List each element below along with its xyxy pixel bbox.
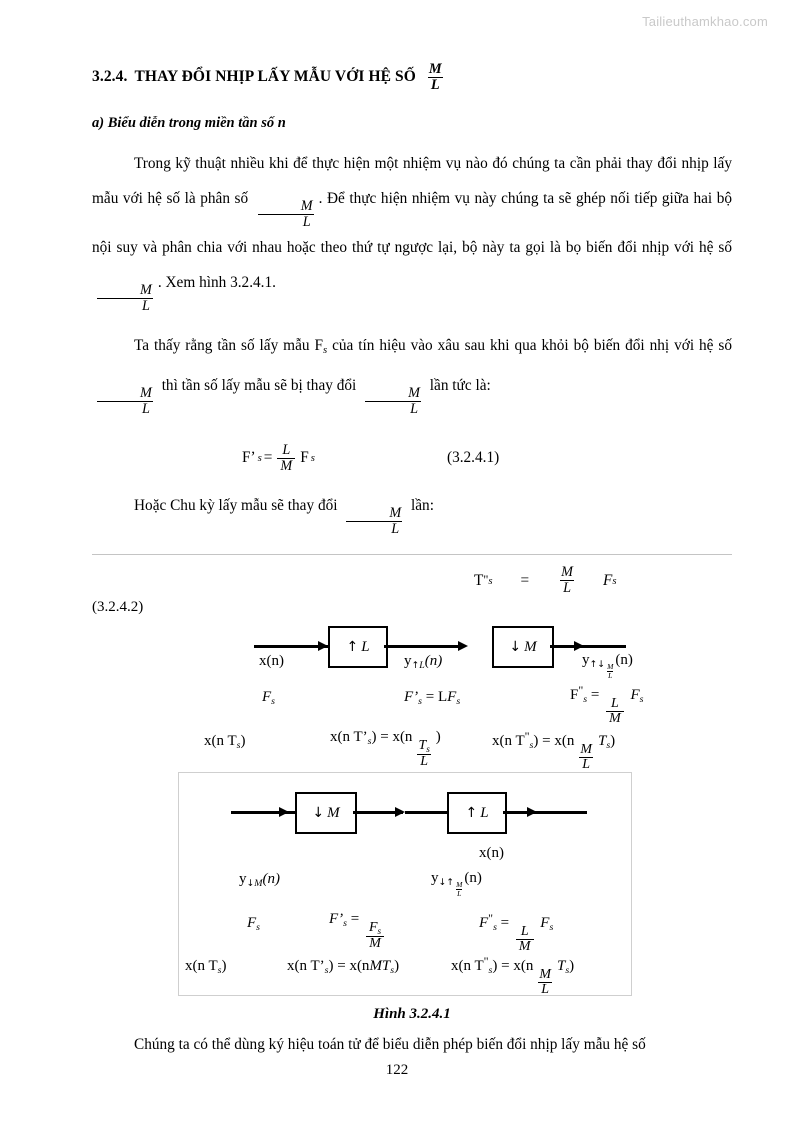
freq-equals: =	[590, 687, 600, 704]
label-sub-ops: ↓↑	[438, 877, 455, 889]
freq-prime: "	[488, 911, 494, 926]
equation-1-lhs-subscript: s	[257, 452, 262, 465]
paragraph-2	[92, 328, 732, 417]
fraction-denominator: L	[608, 670, 613, 680]
freq-lhs: F’	[404, 689, 419, 706]
freq-prime: "	[578, 683, 584, 698]
fraction-denominator: M	[366, 936, 384, 952]
equation-2-prime: "	[483, 573, 489, 588]
subsection-heading: a) Biểu diễn trong miền tần số n	[92, 114, 286, 131]
time-end: )	[240, 733, 246, 750]
time-prime: "	[483, 954, 489, 969]
watermark: Tailieuthamkhao.com	[642, 14, 768, 29]
fraction-numerator: M	[580, 741, 592, 757]
time-mid: ) = x(n	[492, 958, 534, 975]
section-title: THAY ĐỔI NHỊP LẤY MẪU VỚI HỆ SỐ	[134, 68, 416, 86]
time-subscript: s	[217, 965, 222, 977]
time-subscript: s	[529, 740, 534, 752]
equation-2-fraction	[558, 565, 576, 596]
time-prime: "	[524, 729, 530, 744]
diagram1-freq-1	[262, 689, 275, 707]
fraction-denominator: L	[457, 888, 462, 898]
equation-1-fraction	[277, 443, 295, 474]
time-factor: MT	[369, 958, 391, 975]
fraction-denominator: L	[97, 401, 153, 417]
freq-symbol: F	[247, 915, 257, 932]
page-content	[92, 62, 732, 1062]
time-factor-subscript: s	[390, 965, 395, 977]
paragraph-1	[92, 146, 732, 314]
freq-rhs: F	[540, 915, 550, 932]
time-subscript: s	[367, 736, 372, 748]
equation-2	[474, 565, 617, 596]
diagram2-time-2	[287, 958, 399, 976]
freq-subscript: s	[271, 696, 276, 708]
label-base: y	[431, 870, 439, 887]
freq-lhs-subscript: s	[493, 922, 497, 934]
freq-fraction	[366, 921, 384, 952]
fraction-numerator: M	[408, 385, 420, 402]
flow-line-out2	[537, 811, 587, 813]
freq-rhs-subscript: s	[549, 922, 554, 934]
fraction-numerator: M	[140, 385, 152, 402]
block-decimator-down-M	[295, 792, 357, 834]
diagram1-time-1	[204, 733, 245, 751]
block-factor-M: M	[327, 804, 340, 821]
time-end: )	[569, 958, 575, 975]
inline-fraction-ml-3	[95, 386, 155, 417]
freq-lhs-subscript: s	[583, 694, 588, 706]
fraction-numerator: M	[389, 504, 402, 521]
diagram2-input-label: x(n)	[479, 845, 504, 862]
diagram1-input-label: x(n)	[259, 653, 284, 670]
freq-fraction	[606, 697, 624, 727]
section-number: 3.2.4.	[92, 68, 128, 86]
diagram2-mid-label	[239, 871, 280, 889]
fraction-num-subscript: s	[377, 925, 382, 936]
fraction-denominator: M	[606, 711, 624, 727]
fraction-numerator: L	[282, 441, 291, 458]
fraction-numerator: M	[561, 564, 574, 581]
time-tail-subscript: s	[606, 740, 611, 752]
paragraph-1-text-c: . Xem hình 3.2.4.1.	[157, 273, 276, 291]
paragraph-2-text-a: Ta thấy rằng tần số lấy mẫu F	[134, 336, 323, 354]
fraction-denominator: L	[538, 982, 552, 998]
fraction-denominator: L	[428, 77, 443, 93]
fraction-denominator: L	[579, 757, 593, 773]
diagram2-output-label	[431, 870, 482, 897]
time-end: )	[610, 733, 616, 750]
fraction-numerator: L	[610, 695, 619, 711]
arrowhead-out	[527, 807, 537, 817]
fraction-num-subscript: s	[426, 743, 430, 754]
freq-lhs-subscript: s	[343, 918, 348, 930]
inline-fraction-ml-2	[95, 283, 155, 314]
freq-rhs-subscript: s	[639, 694, 644, 706]
label-arg: (n)	[424, 653, 443, 670]
fraction-numerator: M	[607, 662, 614, 672]
block-factor-L: L	[361, 638, 370, 655]
equation-1-rhs-subscript: s	[310, 452, 315, 465]
equation-2-rhs-subscript: s	[612, 574, 617, 587]
equation-1-rhs: F	[300, 449, 309, 467]
fraction-denominator: L	[346, 521, 402, 537]
label-sub-factor: M	[254, 878, 263, 890]
arrow-down-icon: ↓	[312, 805, 325, 822]
fraction-denominator: M	[516, 939, 534, 955]
paragraph-1-text-b: . Để thực hiện nhiệm vụ này chúng ta sẽ ghép nối tiếp giữa hai bộ nội suy và phân chia với nhau hoặc theo thứ tự ngược lại, bộ này ta gọi là bọ biến đổi nhịp với hệ số	[92, 189, 733, 256]
fraction-denominator: L	[365, 401, 421, 417]
freq-lhs: F	[479, 915, 489, 932]
time-tail: T	[556, 958, 566, 975]
arrowhead-mid	[458, 641, 468, 651]
figure-diagram-1	[92, 621, 732, 773]
diagram2-time-1	[185, 958, 226, 976]
diagram2-freq-3	[479, 911, 553, 954]
label-sub-fraction	[455, 881, 463, 897]
flow-line-mid2	[405, 811, 453, 813]
fraction-num-symbol: T	[418, 737, 427, 753]
time-subscript: s	[236, 740, 241, 752]
equation-2-lhs: T	[474, 571, 484, 589]
time-text: x(n T	[451, 958, 484, 975]
time-fraction	[415, 739, 432, 770]
fraction-numerator: L	[520, 923, 529, 939]
label-base: y	[582, 652, 590, 669]
label-sub-op: ↓	[246, 878, 255, 890]
fraction-denominator: M	[277, 458, 295, 474]
section-coefficient-fraction	[426, 62, 445, 93]
label-sub-fraction	[606, 663, 614, 679]
label-sub-factor: L	[419, 660, 425, 672]
arrow-down-icon: ↓	[509, 639, 522, 656]
time-mid: ) = x(n	[533, 733, 575, 750]
time-text: x(n T	[204, 733, 237, 750]
time-end: )	[221, 958, 227, 975]
paragraph-1-text-a: Trong kỹ thuật nhiều khi để thực hiện một nhiệm vụ nào đó chúng ta cần phải thay đổi nhịp lấy mẫu với hệ số là phân số	[92, 154, 732, 207]
diagram1-freq-2	[404, 689, 460, 707]
page-number: 122	[385, 1062, 409, 1078]
paragraph-2-text-d: lần tức là:	[429, 376, 491, 394]
fraction-numerator: M	[428, 61, 442, 77]
paragraph-2-text-c: thì tần số lấy mẫu sẽ bị thay đổi	[161, 376, 357, 394]
fraction-denominator: L	[417, 754, 431, 770]
freq-equals: = L	[425, 689, 448, 706]
freq-lhs: F	[570, 687, 579, 704]
time-mid: ) = x(n	[371, 729, 413, 746]
label-arg: (n)	[464, 870, 482, 887]
label-sub-op: ↑	[411, 660, 420, 672]
inline-fraction-ml-4	[363, 386, 423, 417]
equation-2-lhs-subscript: s	[488, 574, 493, 587]
diagram2-freq-2	[329, 911, 387, 951]
freq-rhs-subscript: s	[456, 696, 461, 708]
paragraph-2-text-b: của tín hiệu vào xâu sau khi qua khỏi bộ biến đổi nhị với hệ số	[332, 336, 732, 354]
block-decimator-down-M	[492, 626, 554, 668]
fraction-numerator: M	[539, 966, 551, 982]
freq-lhs-subscript: s	[418, 696, 423, 708]
time-text: x(n T’	[330, 729, 368, 746]
fraction-numerator: M	[456, 880, 463, 890]
freq-subscript: s	[256, 922, 261, 934]
fraction-denominator: L	[258, 214, 314, 230]
arrowhead-out	[574, 641, 584, 651]
time-tail-subscript: s	[565, 965, 570, 977]
equation-2-row	[92, 555, 732, 616]
freq-rhs: F	[447, 689, 457, 706]
label-sub-ops: ↑↓	[589, 659, 606, 671]
equation-1-number: (3.2.4.1)	[446, 449, 500, 467]
paragraph-3	[92, 488, 732, 537]
time-end: )	[435, 729, 441, 746]
fraction-numerator	[415, 739, 432, 754]
section-heading	[92, 62, 732, 93]
equation-2-equals: =	[520, 571, 530, 589]
diagram1-time-2	[330, 729, 441, 769]
figure-caption: Hình 3.2.4.1	[373, 1006, 451, 1023]
fraction-denominator: L	[97, 298, 153, 314]
block-interpolator-up-L	[447, 792, 507, 834]
paragraph-3-text-a: Hoặc Chu kỳ lấy mẫu sẽ thay đổi	[134, 496, 338, 514]
equation-2-rhs: F	[603, 571, 613, 589]
freq-lhs: F’	[329, 911, 344, 928]
arrowhead-mid	[395, 807, 405, 817]
time-text: x(n T	[185, 958, 218, 975]
time-tail: T	[597, 733, 607, 750]
fraction-num-symbol: F	[368, 919, 378, 935]
time-subscript: s	[488, 965, 493, 977]
paragraph-4: Chúng ta có thể dùng ký hiệu toán tử để biểu diễn phép biến đổi nhịp lấy mẫu hệ số	[134, 1036, 646, 1054]
equation-2-number: (3.2.4.2)	[92, 599, 144, 616]
equation-1-equals: =	[263, 449, 273, 467]
paragraph-2-subscript: s	[322, 343, 328, 356]
time-subscript: s	[324, 965, 329, 977]
flow-line-mid	[384, 645, 464, 647]
block-factor-M: M	[524, 638, 537, 655]
block-factor-L: L	[480, 804, 489, 821]
diagram1-output-label	[582, 652, 633, 679]
time-fraction	[577, 743, 595, 773]
fraction-denominator: L	[560, 580, 574, 596]
flow-line-out2	[584, 645, 626, 647]
paragraph-3-text-b: lần:	[411, 496, 434, 514]
equation-1-row	[92, 443, 732, 474]
freq-fraction	[516, 925, 534, 955]
inline-fraction-ml-5	[344, 506, 404, 537]
diagram1-freq-3	[570, 683, 643, 726]
label-arg: (n)	[615, 652, 633, 669]
time-mid: ) = x(n	[328, 958, 370, 975]
freq-symbol: F	[262, 689, 272, 706]
diagram1-time-3	[492, 729, 615, 772]
inline-fraction-ml-1	[256, 199, 316, 230]
label-arg: (n)	[262, 871, 281, 888]
fraction-numerator: M	[300, 198, 313, 215]
figure-diagram-2	[178, 772, 632, 996]
freq-rhs: F	[630, 687, 640, 704]
diagram1-mid-label	[404, 653, 442, 671]
freq-equals: =	[500, 915, 510, 932]
arrow-up-icon: ↑	[346, 639, 359, 656]
time-text: x(n T’	[287, 958, 325, 975]
label-base: y	[404, 653, 412, 670]
fraction-numerator: M	[140, 282, 152, 299]
freq-equals: =	[350, 911, 360, 928]
fraction-numerator	[366, 921, 384, 936]
equation-1	[242, 443, 315, 474]
diagram2-time-3	[451, 954, 574, 997]
arrow-up-icon: ↑	[465, 805, 478, 822]
time-end: )	[394, 958, 400, 975]
time-fraction	[536, 968, 554, 998]
label-base: y	[239, 871, 247, 888]
block-interpolator-up-L	[328, 626, 388, 668]
time-text: x(n T	[492, 733, 525, 750]
equation-1-lhs: F’	[242, 449, 256, 467]
diagram2-freq-1	[247, 915, 260, 933]
flow-line-in	[254, 645, 324, 647]
